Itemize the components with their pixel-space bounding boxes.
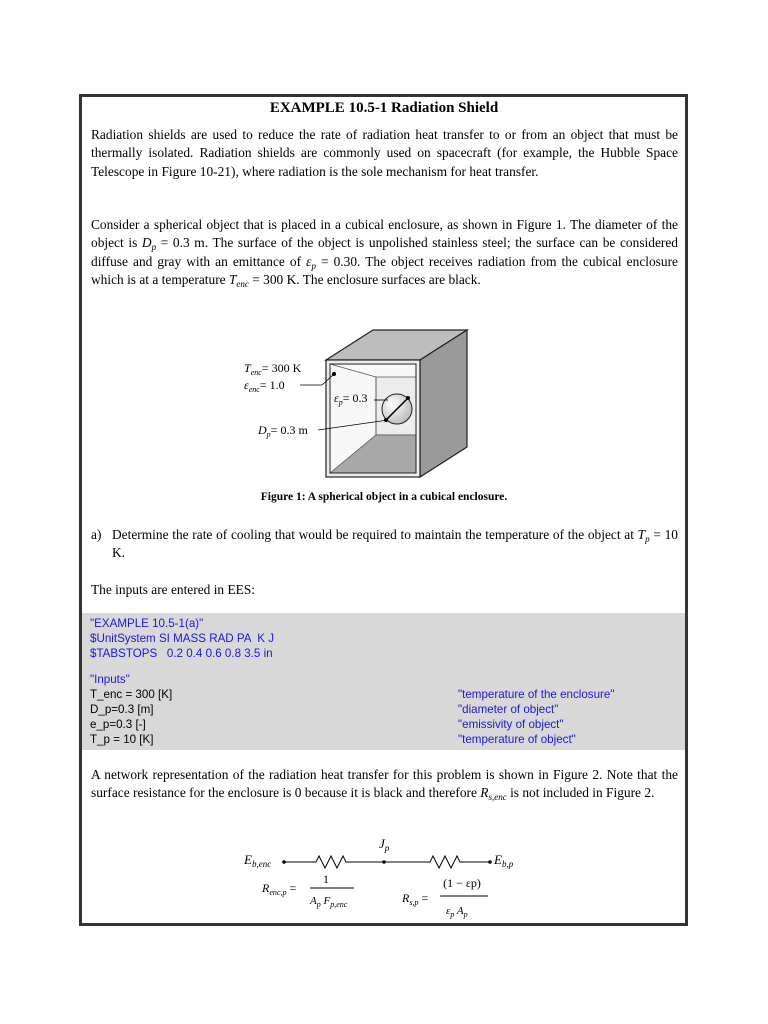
resistor-s-p xyxy=(384,856,490,868)
code-line: $UnitSystem SI MASS RAD PA K J xyxy=(90,632,275,645)
e-enc-label: = 1.0 xyxy=(259,378,285,392)
svg-text:Eb,enc: $E_{b,enc}$ xyxy=(244,852,272,869)
code-comment: "temperature of the enclosure" xyxy=(458,688,615,701)
code-line: $TABSTOPS 0.2 0.4 0.6 0.8 3.5 in xyxy=(90,647,273,660)
code-input-line: e_p=0.3 [-] xyxy=(90,718,146,731)
svg-text:Eb,p: $E_{b,p}$ xyxy=(494,852,514,869)
figure-1-caption: Figure 1: A spherical object in a cubical enclosure. xyxy=(260,491,508,503)
svg-text:Rs,p =: $R_{s,p}$ = xyxy=(402,891,429,907)
ees-code-block xyxy=(82,613,685,750)
problem-paragraph: Consider a spherical object that is placed in a cubical enclosure, as shown in Figure 1. The diameter of the object is $D_p = 0.3$ m. The surface of the object is unpolished stainless steel; the surface can be considered diffuse and gray with an emittance of $\varepsilon_p = 0.30$. The object receives radiation from the cubical enclosure which is at a temperature $T_{enc} = 300$ K. The enclosure surfaces are black. xyxy=(91,217,678,289)
network-paragraph: A network representation of the radiation heat transfer for this problem is shown in Figure 2. Note that the surface resistance for the enclosure is 0 because it is black and therefore $R_{s,enc}$ is not included in Figure 2. xyxy=(91,767,678,803)
question-a: Determine the rate of cooling that would be required to maintain the temperature of the object at $T_p = 10$ K. xyxy=(112,527,678,561)
d-p-label: = 0.3 m xyxy=(270,423,308,437)
code-input-line: T_p = 10 [K] xyxy=(90,733,154,746)
code-comment: "emissivity of object" xyxy=(458,718,564,731)
formula-2-numerator: (1 − εp) xyxy=(443,876,481,890)
resistor-enc-p xyxy=(284,856,384,868)
code-input-line: D_p=0.3 [m] xyxy=(90,703,154,716)
t-enc-label: = 300 K xyxy=(261,361,302,375)
inputs-intro: The inputs are entered in EES: xyxy=(91,582,255,597)
formula-numerator: 1 xyxy=(323,872,329,886)
svg-text:εp= 0.3: $\varepsilon_p= 0.3$ xyxy=(334,391,368,407)
e-p-label: = 0.3 xyxy=(342,391,368,405)
figure-1-enclosure xyxy=(230,322,490,484)
question-marker: a) xyxy=(91,527,102,542)
svg-text:Ap Fp,enc: $A_p$ $F_{p,enc}$ xyxy=(310,895,348,909)
svg-text:Jp: $J_p$ xyxy=(379,836,390,853)
svg-text:Tenc= 300 K: $T_{enc}= 300$ K xyxy=(244,361,302,377)
code-inputs-header: "Inputs" xyxy=(90,673,130,686)
svg-text:εp Ap: $\varepsilon_p$ $A_p$ xyxy=(446,905,468,919)
svg-text:Renc,p =: $R_{enc,p}$ = xyxy=(262,881,297,897)
figure-2-network xyxy=(240,832,540,924)
code-line: "EXAMPLE 10.5-1(a)" xyxy=(90,617,204,630)
example-title: EXAMPLE 10.5-1 Radiation Shield xyxy=(269,100,499,116)
intro-paragraph: Radiation shields are used to reduce the rate of radiation heat transfer to or from an object that must be thermally isolated. Radiation shields are commonly used on spacecraft (for example, the Hubble Space Telescope in Figure 10-21), where radiation is the sole mechanism for heat transfer. xyxy=(91,127,678,179)
code-comment: "temperature of object" xyxy=(458,733,576,746)
svg-text:Dp= 0.3 m: $D_p= 0.3$ m xyxy=(258,423,308,439)
code-input-line: T_enc = 300 [K] xyxy=(90,688,173,701)
svg-text:εenc= 1.0: $\varepsilon_{enc}= 1.0$ xyxy=(244,378,285,394)
code-comment: "diameter of object" xyxy=(458,703,559,716)
